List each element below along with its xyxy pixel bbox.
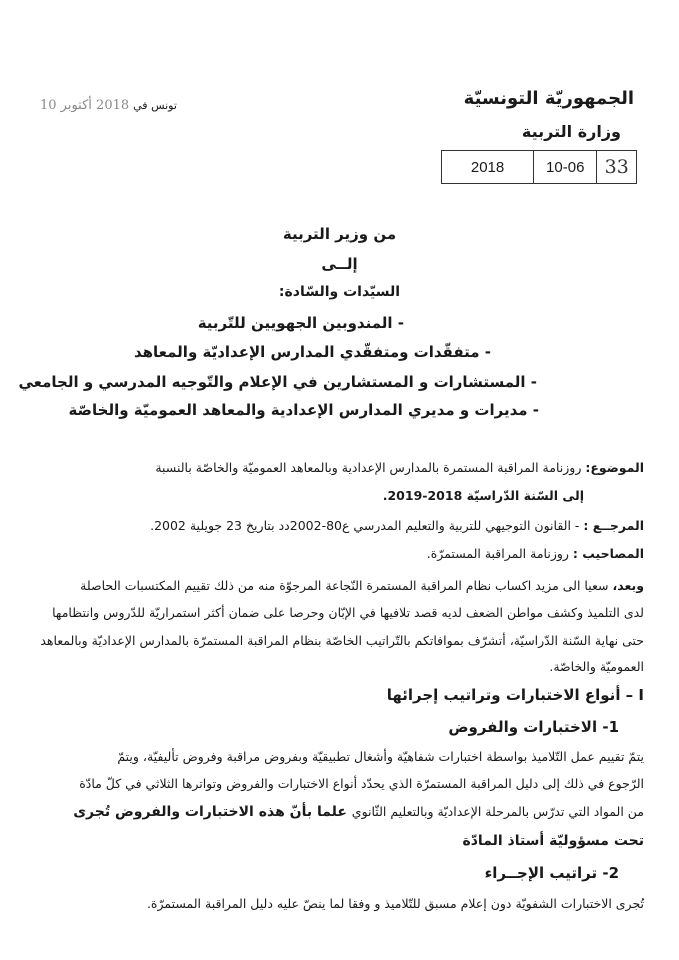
body-paragraph-line: العموميّة والخاصّة. [549, 659, 644, 674]
reference-date: 10-06 [533, 151, 596, 183]
attachments-label: المصاحيب : [572, 546, 644, 561]
section-heading: I – أنواع الاختبارات وتراتيب إجرائها [386, 686, 644, 704]
attachments-text: روزنامة المراقبة المستمرّة. [426, 546, 569, 561]
section-emphasis-line: تحت مسؤوليّة أستاذ المادّة [462, 833, 644, 849]
section-text-line [73, 804, 644, 820]
section-text-line: يتمّ تقييم عمل التّلاميذ بواسطة اختبارات شفاهيّة وأشغال تطبيقيّة وبفروض مراقبة وفروض تأليفيّة، ويتمّ [117, 749, 644, 764]
section-text-line: الرّجوع في ذلك إلى دليل المراقبة المستمرّة الذي يحدّد أنواع الاختبارات والفروض وتواترها الثلاثي في كلّ مادّة [79, 776, 644, 791]
reference-label: المرجــع : [583, 518, 644, 533]
salutation: السيّدات والسّادة: [278, 284, 401, 300]
recipient-item: - المندوبين الجهويين للتّربية [197, 314, 404, 332]
reference-year: 2018 [470, 158, 505, 176]
ministry-title: وزارة التربية [521, 122, 621, 141]
reference-line [150, 518, 644, 533]
subject-line-continued: إلى السّنة الدّراسيّة 2018-2019. [382, 488, 584, 503]
recipient-item: - مديرات و مديري المدارس الإعدادية والمعاهد العموميّة والخاصّة [68, 401, 539, 419]
recipient-item: - المستشارات و المستشارين في الإعلام والتّوجيه المدرسي و الجامعي [18, 373, 537, 391]
section-emphasis: علما بأنّ هذه الاختبارات والفروض تُجرى [73, 804, 352, 820]
section-text-line: تُجرى الاختبارات الشفويّة دون إعلام مسبق للتّلاميذ و وفقا لما ينصّ عليه دليل المراقبة المستمرّة. [146, 896, 644, 911]
reference-text: - القانون التوجيهي للتربية والتعليم المدرسي ع80-2002دد بتاريخ 23 جويلية 2002. [150, 518, 580, 533]
body-lead: وبعد، [612, 578, 644, 593]
subject-text: روزنامة المراقبة المستمرة بالمدارس الإعدادية وبالمعاهد العموميّة والخاصّة بالنسبة [155, 460, 582, 475]
attachments-line [427, 546, 644, 561]
body-paragraph-line: حتى نهاية السّنة الدّراسيّة، أتشرّف بموافاتكم بالتّراتيب الخاصّة بنظام المراقبة المستمرّة بالمدارس الإعداديّة وبالمعاهد [40, 633, 644, 648]
subsection-heading: 2- تراتيب الإجــراء [484, 864, 619, 882]
body-paragraph-line: لدى التلميذ وكشف مواطن الضعف لديه قصد تلافيها في الإبّان وحرصا على ضمان أكثر استمراريّة للدّروس وانتظامها [52, 605, 644, 620]
date-stamp: 2018 أكتوبر 10 [40, 98, 130, 113]
place-prefix: تونس في [133, 99, 177, 112]
to-label: إلــى [321, 255, 358, 273]
reference-number: 33 [596, 151, 636, 183]
reference-number-box [441, 150, 637, 184]
body-paragraph-line [34, 578, 644, 593]
place-and-date [40, 98, 177, 113]
section-text: من المواد التي تدرّس بالمرحلة الإعداديّة وبالتعليم الثّانوي [351, 804, 644, 819]
republic-title: الجمهوريّة التونسيّة [463, 88, 634, 109]
subject-label: الموضوع: [585, 460, 644, 475]
sender: من وزير التربية [282, 225, 397, 243]
body-text: سعيا الى مزيد اكساب نظام المراقبة المستمرة النّجاعة المرجوّة منه من ذلك تقييم المكتسبات الحاصلة [80, 578, 609, 593]
subject-line [155, 460, 644, 475]
subsection-heading: 1- الاختبارات والفروض [448, 718, 619, 736]
recipient-item: - متفقّدات ومتفقّدي المدارس الإعداديّة والمعاهد [133, 343, 491, 361]
